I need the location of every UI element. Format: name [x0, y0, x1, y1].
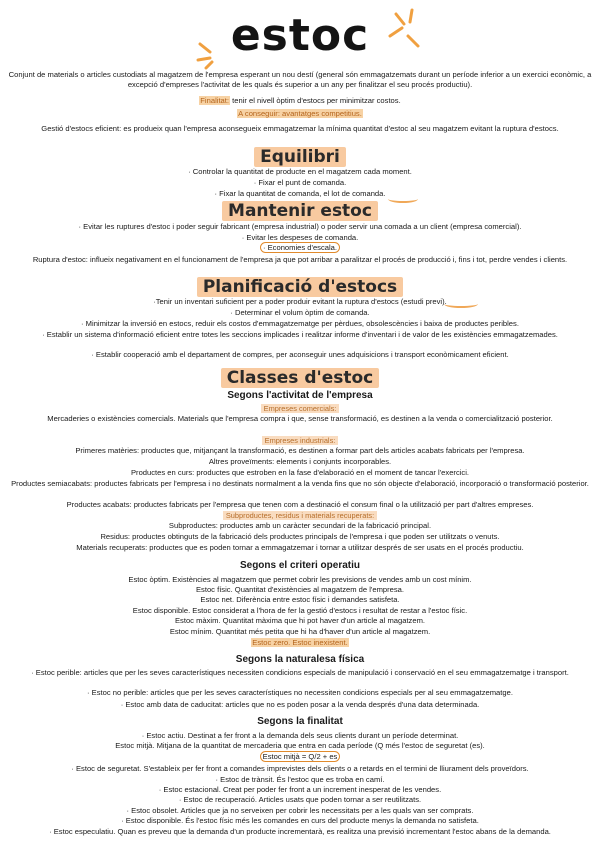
- finalitat-heading: Segons la finalitat: [257, 716, 343, 727]
- gestio-text: Gestió d'estocs eficient: es produeix quan l'empresa aconsegueix emmagatzemar la mínima quantitat d'estoc al seu magatzem evitant la ruptura d'estocs.: [41, 124, 559, 133]
- mantenir-item: · Evitar les despeses de comanda.: [241, 233, 359, 242]
- planificacio-heading: Planificació d'estocs: [0, 277, 600, 297]
- operatiu-item: Estoc net. Diferència entre estoc físic i demandes satisfeta.: [200, 595, 400, 604]
- finalitat-item: Estoc mitjà. Mitjana de la quantitat de mercaderia que entra en cada període (Q més l'estoc de seguretat (es).: [115, 741, 485, 750]
- finalitat-item: · Estoc de trànsit. És l'estoc que es troba en camí.: [215, 775, 385, 784]
- formula-line: Estoc mitjà = Q/2 + es: [6, 752, 594, 762]
- finalitat-item: · Estoc especulatiu. Quan es preveu que la demanda d'un producte incrementarà, es realitza una previsió incrementant l'estoc abans de la demanda.: [49, 827, 551, 836]
- finalitat-item: · Estoc actiu. Destinat a fer front a la demanda dels seus clients durant un període determinat.: [141, 731, 459, 740]
- finalitat-label: Finalitat:: [200, 96, 229, 105]
- mantenir-item: · Economies d'escala.: [6, 243, 594, 253]
- planificacio-item: · Determinar el volum òptim de comanda.: [230, 308, 370, 317]
- operatiu-heading: Segons el criteri operatiu: [239, 560, 361, 571]
- subproductes-item: Residus: productes obtinguts de la fabricació dels productes principals de l'empresa i que poden ser utilitzats o venuts.: [100, 532, 500, 541]
- equilibri-item: · Fixar la quantitat de comanda, el lot de comanda.: [214, 189, 386, 198]
- finalitat-item: · Estoc obsolet. Articles que ja no serveixen per cobrir les necessitats per a les quals van ser comprats.: [126, 806, 474, 815]
- mantenir-item: · Evitar les ruptures d'estoc i poder seguir fabricant (empresa industrial) o poder servir una comada a un client (empresa comercial).: [78, 222, 522, 231]
- comercials-label: Empreses comercials:: [0, 404, 600, 414]
- finalitat-line: [6, 96, 594, 106]
- underline-swash: [444, 300, 478, 308]
- finalitat-text: tenir el nivell òptim d'estocs per minimitzar costos.: [230, 96, 401, 105]
- planificacio-item: · Minimitzar la inversió en estocs, reduir els costos d'emmagatzematge per pèrdues, obsolescències i baixa de productes peribles.: [81, 319, 519, 328]
- classes-heading: Classes d'estoc: [0, 368, 600, 388]
- operatiu-item: Estoc màxim. Quantitat màxima que hi pot haver d'un article al magatzem.: [174, 616, 426, 625]
- operatiu-item: Estoc zero. Estoc inexistent.: [252, 638, 348, 647]
- equilibri-item: · Fixar el punt de comanda.: [253, 178, 347, 187]
- equilibri-item: · Controlar la quantitat de producte en el magatzem cada moment.: [188, 167, 412, 176]
- industrials-item: Productes semiacabats: productes fabricats per l'empresa i no destinats normalment a la venda fins que no són objecte d'elaboració, incorporació o transformació posterior.: [11, 479, 589, 488]
- equilibri-heading: Equilibri: [0, 147, 600, 167]
- subproductes-label: Subproductes, residus i materials recuperats:: [0, 511, 600, 521]
- industrials-label: Empreses industrials:: [0, 436, 600, 446]
- mantenir-heading: Mantenir estoc: [0, 201, 600, 221]
- naturalesa-item: · Estoc perible: articles que per les seves característiques necessiten condicions especials de manipulació i conservació en el seu emmagatzematge i transport.: [31, 668, 569, 677]
- finalitat-item: · Estoc de recuperació. Articles usats que poden tornar a ser reutilitzats.: [178, 795, 422, 804]
- planificacio-item: · Establir un sistema d'informació eficient entre totes les seccions implicades i realitzar informe d'inventari i de valor de les existències emmagatzemades.: [42, 330, 558, 339]
- aconseguir-line: [6, 109, 594, 119]
- comercials-text: Mercaderies o existències comercials. Materials que l'empresa compra i que, sense transformació, es destinen a la venda o comercialització posterior.: [47, 414, 553, 423]
- operatiu-item: Estoc òptim. Existències al magatzem que permet cobrir les previsions de vendes amb un cost mínim.: [128, 575, 472, 584]
- underline-swash: [388, 195, 418, 203]
- finalitat-item: · Estoc disponible. És l'estoc físic més les comandes en curs del producte menys la demanda no satisfeta.: [121, 816, 479, 825]
- operatiu-item: Estoc físic. Quantitat d'existències al magatzem de l'empresa.: [195, 585, 405, 594]
- industrials-item: Altres proveïments: elements i conjunts incorporables.: [208, 457, 392, 466]
- planificacio-item: ·Tenir un inventari suficient per a poder produir evitant la ruptura d'estocs (estudi previ).: [153, 297, 447, 306]
- activitat-heading: Segons l'activitat de l'empresa: [227, 390, 373, 401]
- industrials-item: Productes en curs: productes que estroben en la fase d'elaboració en el moment de tancar l'exercici.: [130, 468, 470, 477]
- operatiu-item: Estoc disponible. Estoc considerat a l'hora de fer la gestió d'estocs i resultat de restar a l'estoc físic.: [132, 606, 468, 615]
- intro-text: Conjunt de materials o articles custodiats al magatzem de l'empresa esperant un nou destí (general són emmagatzemats durant un període inferior a un exercici econòmic, a excepció d'empreses l'activitat de les quals és superior a un any per finalitzar el seu procés productiu).: [8, 70, 592, 89]
- naturalesa-item: · Estoc no perible: articles que per les seves característiques no necessiten condicions especials per al seu emmagatzematge.: [87, 688, 513, 697]
- page-title: estoc: [230, 10, 370, 61]
- industrials-item: Primeres matèries: productes que, mitjançant la transformació, es destinen a formar part dels articles acabats fabricats per l'empresa.: [75, 446, 525, 455]
- naturalesa-heading: Segons la naturalesa física: [235, 654, 365, 665]
- finalitat-item: · Estoc estacional. Creat per poder fer front a un increment inesperat de les vendes.: [158, 785, 442, 794]
- industrials-item: Productes acabats: productes fabricats per l'empresa que tenen com a destinació el consum final o la utilització per part d'altres empreses.: [66, 500, 534, 509]
- ruptura-text: Ruptura d'estoc: influeix negativament en el funcionament de l'empresa ja que pot arribar a paralitzar el procés de producció i, fins i tot, perdre vendes i clients.: [32, 255, 568, 264]
- subproductes-item: Subproductes: productes amb un caràcter secundari de la fabricació principal.: [168, 521, 432, 530]
- finalitat-item: · Estoc de seguretat. S'estableix per fer front a comandes imprevistes dels clients o a retards en el termini de lliurament dels proveïdors.: [71, 764, 529, 773]
- planificacio-item: · Establir cooperació amb el departament de compres, per aconseguir unes adquisicions i transport econòmicament eficient.: [91, 350, 509, 359]
- operatiu-item: Estoc mínim. Quantitat més petita que hi ha d'haver d'un article al magatzem.: [169, 627, 431, 636]
- subproductes-item: Materials recuperats: productes que es poden tornar a emmagatzemar i tornar a utilitzar després de ser usats en el procés productiu.: [76, 543, 524, 552]
- naturalesa-item: · Estoc amb data de caducitat: articles que no es poden posar a la venda després d'una data determinada.: [120, 700, 480, 709]
- aconseguir-text: A conseguir: avantatges competitius.: [238, 109, 362, 118]
